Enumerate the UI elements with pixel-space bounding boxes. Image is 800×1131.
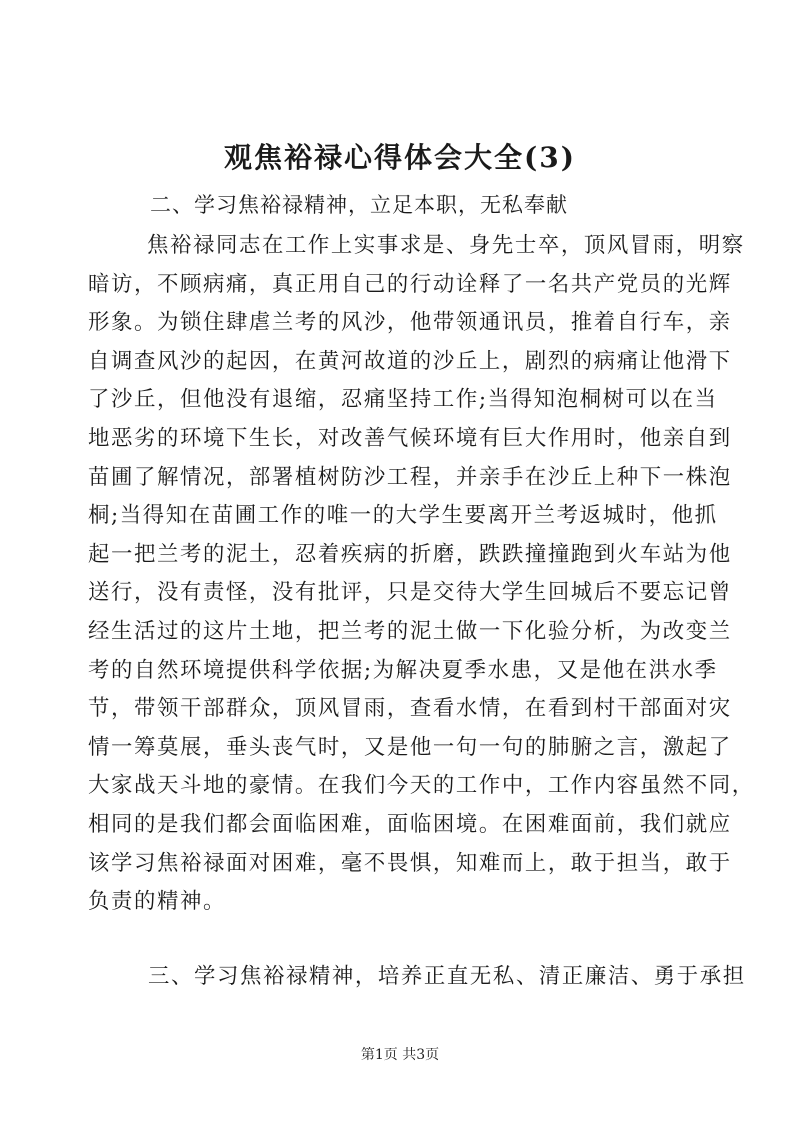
- paragraph-line: 节，带领干部群众，顶风冒雨，查看水情，在看到村干部面对灾: [88, 696, 732, 722]
- paragraph-line: 了沙丘，但他没有退缩，忍痛坚持工作;当得知泡桐树可以在当: [88, 387, 718, 413]
- paragraph-line: 地恶劣的环境下生长，对改善气候环境有巨大作用时，他亲自到: [88, 425, 732, 451]
- paragraph-line: 苗圃了解情况，部署植树防沙工程，并亲手在沙丘上种下一株泡: [88, 464, 732, 490]
- paragraph-line: 大家战天斗地的豪情。在我们今天的工作中，工作内容虽然不同，: [88, 773, 755, 799]
- paragraph-line: 形象。为锁住肆虐兰考的风沙，他带领通讯员，推着自行车，亲: [88, 310, 732, 336]
- paragraph-line: 经生活过的这片土地，把兰考的泥土做一下化验分析，为改变兰: [88, 618, 732, 644]
- paragraph-line: 起一把兰考的泥土，忍着疾病的折磨，跌跌撞撞跑到火车站为他: [88, 541, 732, 567]
- section-heading: 二、学习焦裕禄精神，立足本职，无私奉献: [150, 193, 568, 217]
- paragraph-line: 送行，没有责怪，没有批评，只是交待大学生回城后不要忘记曾: [88, 580, 732, 606]
- paragraph-line: 该学习焦裕禄面对困难，毫不畏惧，知难而上，敢于担当，敢于: [88, 850, 732, 876]
- section-heading-2: 三、学习焦裕禄精神，培养正直无私、清正廉洁、勇于承担: [148, 964, 746, 989]
- paragraph-line: 负责的精神。: [88, 889, 226, 915]
- body-paragraph: [88, 227, 755, 922]
- paragraph-line: 相同的是我们都会面临困难，面临困境。在困难面前，我们就应: [88, 811, 732, 837]
- paragraph-line: 桐;当得知在苗圃工作的唯一的大学生要离开兰考返城时，他抓: [88, 503, 718, 529]
- page-footer: 第1页 共3页: [360, 1047, 440, 1063]
- paragraph-line: 暗访，不顾病痛，真正用自己的行动诠释了一名共产党员的光辉: [88, 271, 732, 297]
- paragraph-line: 情一筹莫展，垂头丧气时，又是他一句一句的肺腑之言，激起了: [88, 734, 732, 760]
- paragraph-line: 考的自然环境提供科学依据;为解决夏季水患，又是他在洪水季: [88, 657, 718, 683]
- paragraph-line: 焦裕禄同志在工作上实事求是、身先士卒，顶风冒雨，明察: [147, 233, 745, 258]
- document-title: 观焦裕禄心得体会大全(3): [224, 141, 576, 174]
- paragraph-line: 自调查风沙的起因，在黄河故道的沙丘上，剧烈的病痛让他滑下: [88, 348, 732, 374]
